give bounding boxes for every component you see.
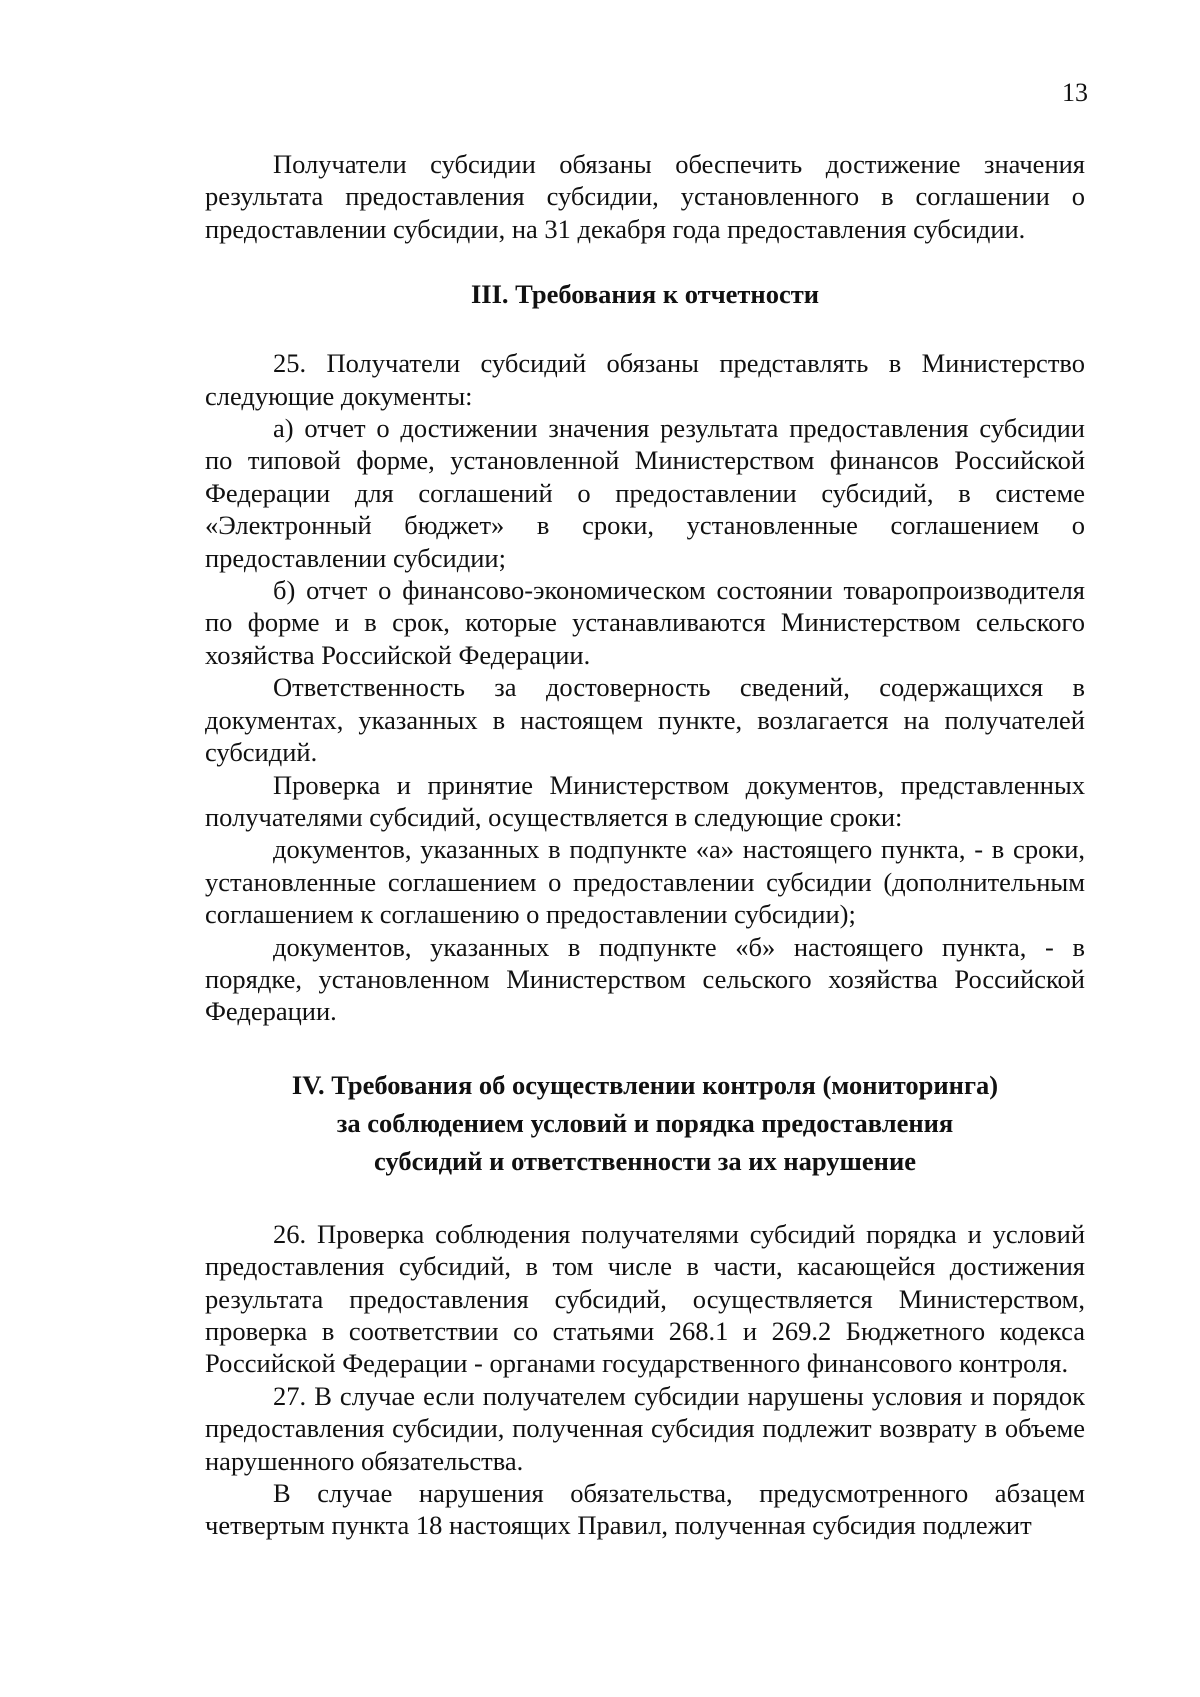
paragraph-docs-a: документов, указанных в подпункте «а» настоящего пункта, - в сроки, установленные соглашением о предоставлении субсидии (дополнительным соглашением к соглашению о предоставлении субсидии);: [205, 834, 1085, 930]
page-number: 13: [1062, 78, 1088, 107]
paragraph-27: 27. В случае если получателем субсидии нарушены условия и порядок предоставления субсидии, полученная субсидия подлежит возврату в объеме нарушенного обязательства.: [205, 1380, 1085, 1476]
section-4-title: [205, 1066, 1085, 1180]
section-3-title: III. Требования к отчетности: [470, 279, 819, 310]
document-body: [205, 148, 1085, 1542]
paragraph-25: 25. Получатели субсидий обязаны представлять в Министерство следующие документы:: [205, 348, 1085, 411]
section-4-title-line-1: IV. Требования об осуществлении контроля (мониторинга): [291, 1069, 999, 1100]
paragraph-26: 26. Проверка соблюдения получателями субсидий порядка и условий предоставления субсидий, в том числе в части, касающейся достижения результата предоставления субсидий, осуществляется Министерством, проверка в соответствии со статьями 268.1 и 269.2 Бюджетного кодекса Российской Федерации - органами государственного финансового контроля.: [205, 1218, 1085, 1379]
section-4-title-line-3: субсидий и ответственности за их нарушение: [374, 1145, 916, 1176]
paragraph-25-b: б) отчет о финансово-экономическом состоянии товаропроизводителя по форме и в срок, которые устанавливаются Министерством сельского хозяйства Российской Федерации.: [205, 575, 1085, 670]
paragraph-verification: Проверка и принятие Министерством документов, представленных получателями субсидий, осуществляется в следующие сроки:: [205, 769, 1085, 832]
paragraph-docs-b: документов, указанных в подпункте «б» настоящего пункта, - в порядке, установленном Министерством сельского хозяйства Российской Федерации.: [205, 931, 1085, 1027]
paragraph-27-violation: В случае нарушения обязательства, предусмотренного абзацем четвертым пункта 18 настоящих Правил, полученная субсидия подлежит: [205, 1478, 1085, 1541]
paragraph-responsibility: Ответственность за достоверность сведений, содержащихся в документах, указанных в настоящем пункте, возлагается на получателей субсидий.: [205, 672, 1085, 768]
section-4-title-line-2: за соблюдением условий и порядка предоставления: [336, 1107, 954, 1138]
paragraph-25-a: а) отчет о достижении значения результата предоставления субсидии по типовой форме, установленной Министерством финансов Российской Федерации для соглашений о предоставлении субсидий, в системе «Электронный бюджет» в сроки, установленные соглашением о предоставлении субсидии;: [205, 413, 1085, 573]
intro-paragraph: Получатели субсидии обязаны обеспечить достижение значения результата предоставления субсидии, установленного в соглашении о предоставлении субсидии, на 31 декабря года предоставления субсидии.: [205, 149, 1085, 244]
